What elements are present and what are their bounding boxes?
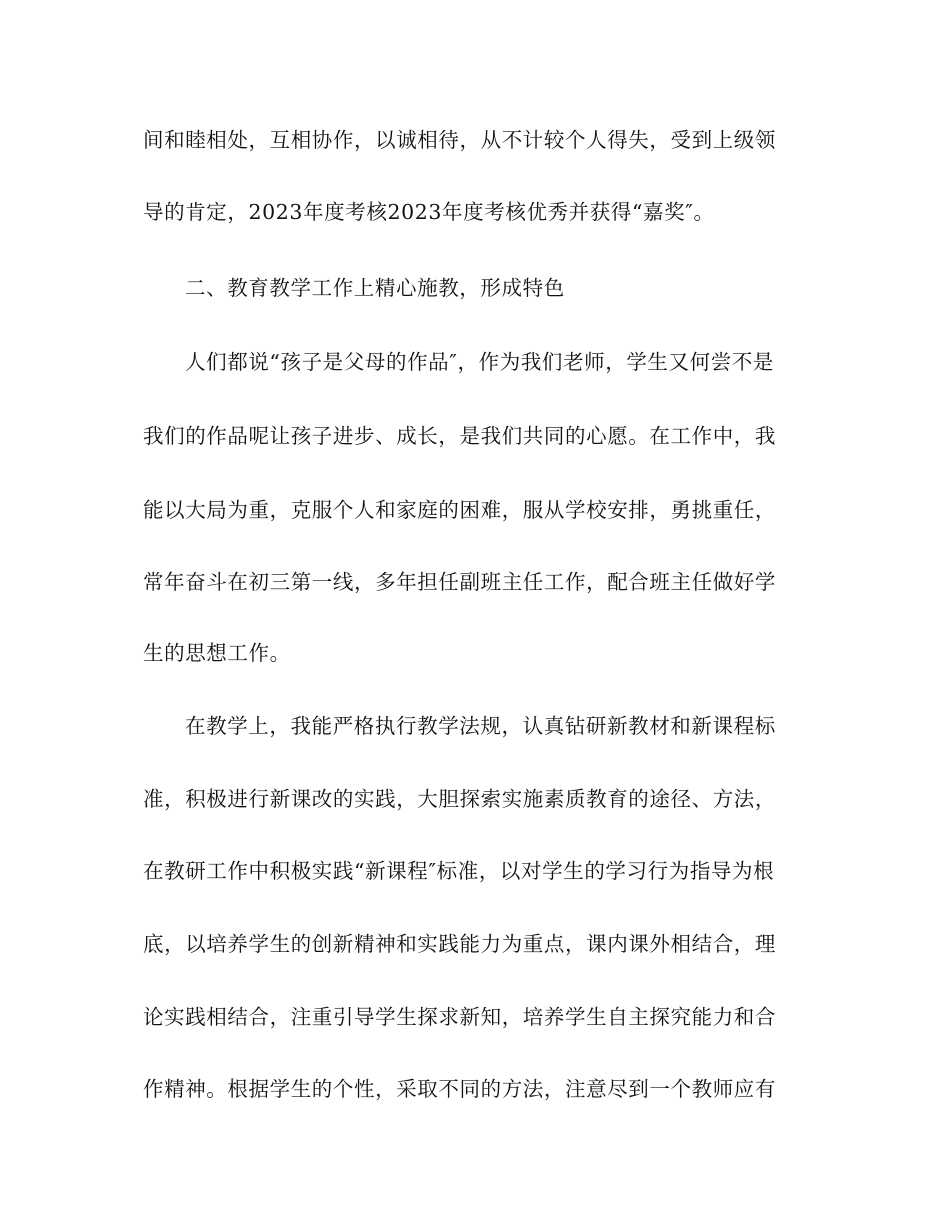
text-line: 能以大局为重，克服个人和家庭的困难，服从学校安排，勇挑重任， [143,498,776,522]
text-line: 在教学上，我能严格执行教学法规，认真钻研新教材和新课程标 [185,714,776,738]
section-heading: 二、教育教学工作上精心施教，形成特色 [185,276,565,300]
text-line: 底，以培养学生的创新精神和实践能力为重点，课内课外相结合，理 [143,932,776,956]
text-line: 生的思想工作。 [143,641,291,665]
text-line: 准，积极进行新课改的实践，大胆探索实施素质教育的途径、方法， [143,787,776,811]
text-line: 作精神。根据学生的个性，采取不同的方法，注意尽到一个教师应有 [143,1077,776,1101]
text-line: 在教研工作中积极实践“新课程″标准，以对学生的学习行为指导为根 [143,859,775,883]
text-line: 常年奋斗在初三第一线，多年担任副班主任工作，配合班主任做好学 [143,570,776,594]
text-line: 导的肯定，2023年度考核2023年度考核优秀并获得“嘉奖″。 [143,200,715,224]
text-line: 论实践相结合，注重引导学生探求新知，培养学生自主探究能力和合 [143,1005,776,1029]
text-line: 人们都说“孩子是父母的作品″，作为我们老师，学生又何尝不是 [185,350,775,374]
text-line: 我们的作品呢让孩子进步、成长，是我们共同的心愿。在工作中，我 [143,424,776,448]
text-line: 间和睦相处，互相协作，以诚相待，从不计较个人得失，受到上级领 [143,128,776,152]
